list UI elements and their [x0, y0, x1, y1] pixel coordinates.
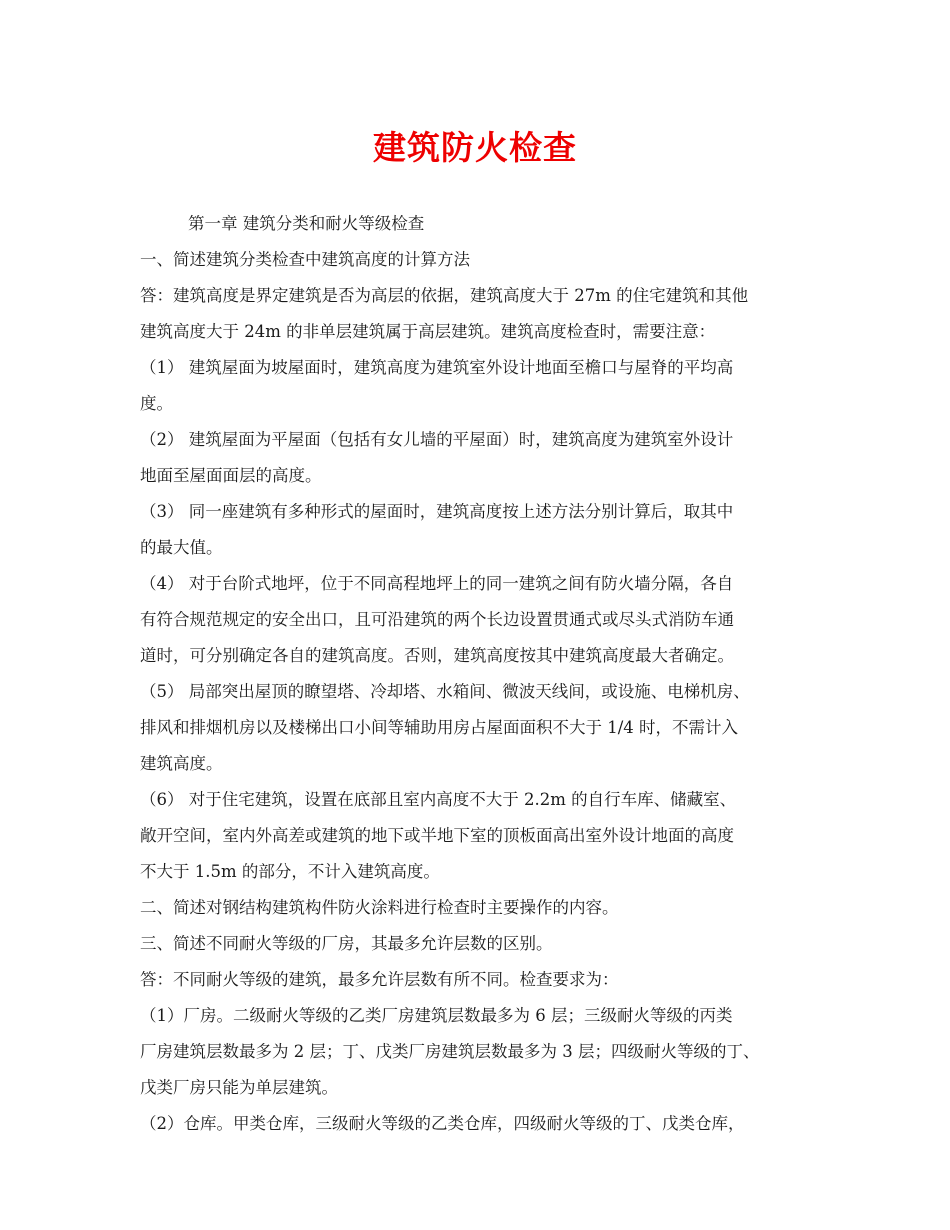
document-title: 建筑防火检查: [373, 128, 577, 167]
paragraph-line: 厂房建筑层数最多为 2 层；丁、戊类厂房建筑层数最多为 3 层；四级耐火等级的丁、: [140, 1042, 760, 1061]
paragraph-line: 道时，可分别确定各自的建筑高度。否则，建筑高度按其中建筑高度最大者确定。: [140, 646, 734, 665]
list-item-line: （2） 建筑屋面为平屋面（包括有女儿墙的平屋面）时，建筑高度为建筑室外设计: [140, 430, 734, 449]
list-item-line: （3） 同一座建筑有多种形式的屋面时，建筑高度按上述方法分别计算后，取其中: [140, 502, 734, 521]
list-item-line: （6） 对于住宅建筑，设置在底部且室内高度不大于 2.2m 的自行车库、储藏室、: [140, 790, 737, 809]
question-heading: 二、简述对钢结构建筑构件防火涂料进行检查时主要操作的内容。: [140, 898, 619, 917]
paragraph-line: 答：建筑高度是界定建筑是否为高层的依据，建筑高度大于 27m 的住宅建筑和其他: [140, 286, 749, 305]
document-body: [140, 206, 830, 1142]
paragraph-line: 排风和排烟机房以及楼梯出口小间等辅助用房占屋面面积不大于 1/4 时，不需计入: [140, 718, 739, 737]
paragraph-line: 建筑高度。: [140, 754, 223, 773]
paragraph-line: 地面至屋面面层的高度。: [140, 466, 322, 485]
paragraph-line: 有符合规范规定的安全出口，且可沿建筑的两个长边设置贯通式或尽头式消防车通: [140, 610, 734, 629]
paragraph-line: 答：不同耐火等级的建筑，最多允许层数有所不同。检查要求为：: [140, 970, 619, 989]
list-item-line: （4） 对于台阶式地坪，位于不同高程地坪上的同一建筑之间有防火墙分隔，各自: [140, 574, 734, 593]
list-item-line: （2）仓库。甲类仓库，三级耐火等级的乙类仓库，四级耐火等级的丁、戊类仓库，: [140, 1114, 745, 1133]
paragraph-line: 戊类厂房只能为单层建筑。: [140, 1078, 338, 1097]
chapter-heading: 第一章 建筑分类和耐火等级检查: [188, 214, 425, 233]
list-item-line: （5） 局部突出屋顶的瞭望塔、冷却塔、水箱间、微波天线间，或设施、电梯机房、: [140, 682, 750, 701]
question-heading: 一、简述建筑分类检查中建筑高度的计算方法: [140, 250, 470, 269]
paragraph-line: 不大于 1.5m 的部分，不计入建筑高度。: [140, 862, 440, 881]
paragraph-line: 的最大值。: [140, 538, 223, 557]
list-item-line: （1） 建筑屋面为坡屋面时，建筑高度为建筑室外设计地面至檐口与屋脊的平均高: [140, 358, 734, 377]
paragraph-line: 建筑高度大于 24m 的非单层建筑属于高层建筑。建筑高度检查时，需要注意：: [140, 322, 716, 341]
paragraph-line: 度。: [140, 394, 173, 413]
paragraph-line: 敞开空间，室内外高差或建筑的地下或半地下室的顶板面高出室外设计地面的高度: [140, 826, 734, 845]
list-item-line: （1）厂房。二级耐火等级的乙类厂房建筑层数最多为 6 层；三级耐火等级的丙类: [140, 1006, 733, 1025]
question-heading: 三、简述不同耐火等级的厂房，其最多允许层数的区别。: [140, 934, 553, 953]
